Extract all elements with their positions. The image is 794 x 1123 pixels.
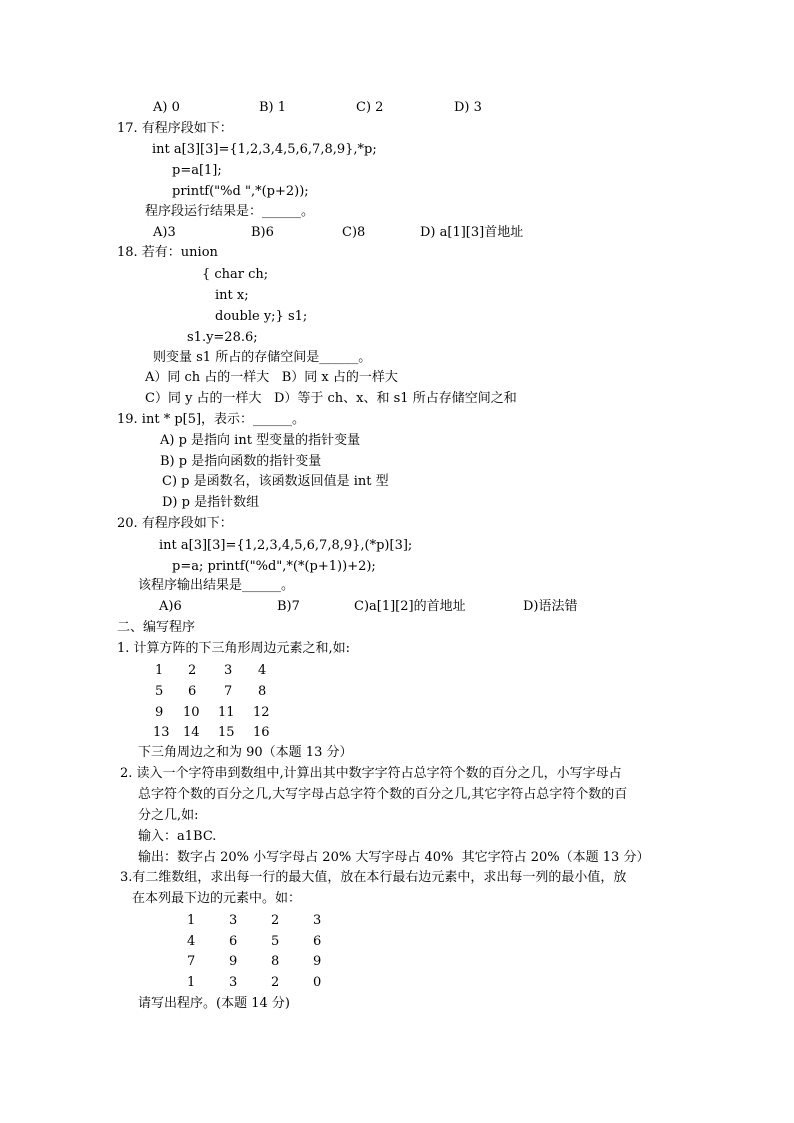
matrix-cell: 9 <box>155 705 164 720</box>
q19-option-c: C) p 是函数名，该函数返回值是 int 型 <box>162 474 389 489</box>
q20-question: 该程序输出结果是______。 <box>138 578 295 593</box>
matrix-cell: 14 <box>183 725 200 740</box>
matrix-cell: 16 <box>253 725 270 740</box>
matrix-cell: 9 <box>313 954 322 969</box>
section-2-heading: 二、编写程序 <box>117 620 196 635</box>
matrix-cell: 12 <box>253 705 270 720</box>
q20-option-b: B)7 <box>277 599 300 614</box>
q17-code-2: p=a[1]; <box>172 163 222 178</box>
q20-option-a: A)6 <box>159 599 182 614</box>
matrix-cell: 6 <box>229 934 238 949</box>
q18-question: 则变量 s1 所占的存储空间是______。 <box>153 350 372 365</box>
q16-option-d: D) 3 <box>454 100 482 115</box>
matrix-cell: 4 <box>258 663 267 678</box>
q18-code-4: s1.y=28.6; <box>187 330 258 345</box>
matrix-cell: 6 <box>188 684 197 699</box>
q18-code-1: { char ch; <box>202 267 269 282</box>
q19-title: 19. int * p[5]，表示：______。 <box>117 412 306 427</box>
q18-code-3: double y;} s1; <box>215 309 308 324</box>
q20-option-d: D)语法错 <box>523 599 578 614</box>
q18-title: 18. 若有：union <box>117 245 218 260</box>
problem-3-note: 请写出程序。(本题 14 分) <box>138 996 290 1011</box>
matrix-cell: 11 <box>218 705 235 720</box>
problem-2-line-3: 分之几,如: <box>138 808 199 823</box>
q16-option-c: C) 2 <box>356 100 384 115</box>
q20-title: 20. 有程序段如下： <box>117 516 233 531</box>
q19-option-a: A) p 是指向 int 型变量的指针变量 <box>160 433 361 448</box>
q17-option-b: B)6 <box>251 225 274 240</box>
matrix-cell: 3 <box>229 975 238 990</box>
matrix-cell: 0 <box>313 975 322 990</box>
problem-3-line-1: 3.有二维数组，求出每一行的最大值，放在本行最右边元素中，求出每一列的最小值，放 <box>120 870 627 885</box>
q17-title: 17. 有程序段如下： <box>117 121 233 136</box>
matrix-cell: 3 <box>224 663 233 678</box>
q18-options-cd: C）同 y 占的一样大 D）等于 ch、x、和 s1 所占存储空间之和 <box>145 391 517 406</box>
q20-code-2: p=a; printf("%d",*(*(p+1))+2); <box>172 559 376 574</box>
matrix-cell: 1 <box>155 663 164 678</box>
q19-option-d: D) p 是指针数组 <box>162 495 260 510</box>
problem-1-title: 1. 计算方阵的下三角形周边元素之和,如: <box>117 641 351 656</box>
matrix-cell: 5 <box>155 684 164 699</box>
q19-option-b: B) p 是指向函数的指针变量 <box>160 454 322 469</box>
matrix-cell: 2 <box>271 913 280 928</box>
matrix-cell: 15 <box>218 725 235 740</box>
problem-1-note: 下三角周边之和为 90（本题 13 分） <box>138 745 353 760</box>
q17-code-3: printf("%d ",*(p+2)); <box>172 184 309 199</box>
matrix-cell: 2 <box>188 663 197 678</box>
matrix-cell: 5 <box>271 934 280 949</box>
q17-option-a: A)3 <box>153 225 176 240</box>
matrix-cell: 1 <box>187 975 196 990</box>
matrix-cell: 7 <box>224 684 233 699</box>
matrix-cell: 13 <box>153 725 170 740</box>
q16-option-b: B) 1 <box>259 100 287 115</box>
matrix-cell: 3 <box>229 913 238 928</box>
q17-question: 程序段运行结果是：______。 <box>145 204 315 219</box>
q17-option-c: C)8 <box>342 225 366 240</box>
q20-code-1: int a[3][3]={1,2,3,4,5,6,7,8,9},(*p)[3]; <box>159 538 413 553</box>
matrix-cell: 7 <box>187 954 196 969</box>
q16-option-a: A) 0 <box>153 100 180 115</box>
problem-2-line-1: 2. 读入一个字符串到数组中,计算出其中数字字符占总字符个数的百分之几，小写字母占 <box>120 766 622 781</box>
problem-3-line-2: 在本列最下边的元素中。如： <box>132 891 302 906</box>
q18-code-2: int x; <box>215 288 249 303</box>
problem-2-input: 输入：a1BC. <box>138 829 217 844</box>
q18-options-ab: A）同 ch 占的一样大 B）同 x 占的一样大 <box>145 370 398 385</box>
q17-option-d: D) a[1][3]首地址 <box>420 225 524 240</box>
problem-2-line-2: 总字符个数的百分之几,大写字母占总字符个数的百分之几,其它字符占总字符个数的百 <box>138 787 628 802</box>
matrix-cell: 4 <box>187 934 196 949</box>
matrix-cell: 2 <box>271 975 280 990</box>
matrix-cell: 9 <box>229 954 238 969</box>
matrix-cell: 8 <box>258 684 267 699</box>
matrix-cell: 3 <box>313 913 322 928</box>
matrix-cell: 1 <box>187 913 196 928</box>
problem-2-output: 输出：数字占 20% 小写字母占 20% 大写字母占 40% 其它字符占 20%（本题 13 分） <box>138 850 650 865</box>
q17-code-1: int a[3][3]={1,2,3,4,5,6,7,8,9},*p; <box>152 142 377 157</box>
matrix-cell: 10 <box>183 705 200 720</box>
matrix-cell: 8 <box>271 954 280 969</box>
q20-option-c: C)a[1][2]的首地址 <box>354 599 466 614</box>
matrix-cell: 6 <box>313 934 322 949</box>
